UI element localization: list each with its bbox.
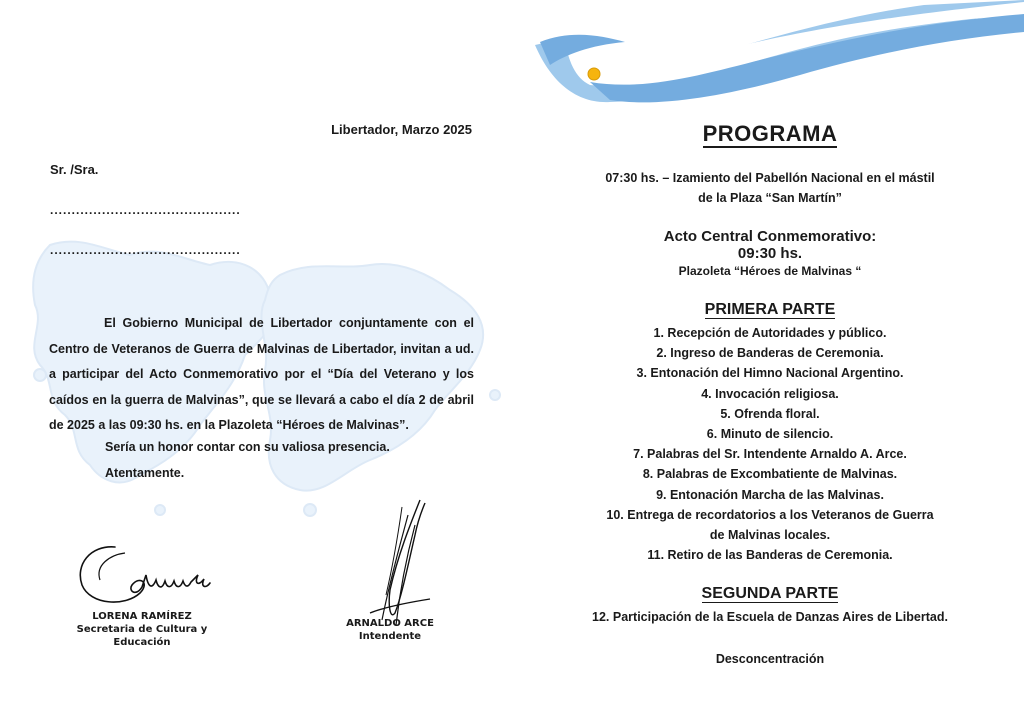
signature-block-mayor: [330, 617, 450, 643]
list-item: 11. Retiro de las Banderas de Ceremonia.: [647, 548, 893, 563]
closing-sentence: Sería un honor contar con su valiosa presencia.: [105, 440, 390, 454]
list-item: 4. Invocación religiosa.: [701, 386, 839, 401]
signature-arnaldo-arce: [360, 495, 440, 630]
part-one-list: [560, 323, 980, 565]
recipient-blank-line: ............................................: [50, 203, 241, 217]
list-item: 6. Minuto de silencio.: [706, 427, 834, 442]
part-two-heading-text: SEGUNDA PARTE: [701, 585, 839, 602]
signer-role: Educación: [113, 637, 171, 648]
sun-of-may-icon: [588, 68, 600, 80]
signer-role: Intendente: [358, 631, 422, 642]
list-item: 5. Ofrenda floral.: [720, 406, 820, 421]
signer-name: ARNALDO ARCE: [346, 618, 434, 629]
part-one-heading: [560, 301, 980, 319]
list-item: 2. Ingreso de Banderas de Ceremonia.: [656, 346, 884, 361]
signature-block-secretary: [62, 610, 222, 649]
program-title: [640, 121, 900, 147]
part-two-heading: [560, 585, 980, 603]
list-item: 3. Entonación del Himno Nacional Argentino.: [636, 366, 904, 381]
list-item: 9. Entonación Marcha de las Malvinas.: [656, 487, 884, 502]
part-two-item: 12. Participación de la Escuela de Danzas Aires de Libertad.: [592, 610, 948, 624]
flag-raising-line: 07:30 hs. – Izamiento del Pabellón Nacional en el mástil: [605, 171, 935, 185]
invitation-text: El Gobierno Municipal de Libertador conjuntamente con el Centro de Veteranos de Guerra de Malvinas de Libertador, invitan a ud. a participar del Acto Conmemorativo por el “Día del Veterano y los caídos en la guerra de Malvinas”, que se llevará a cabo el día 2 de abril de 2025 a las 09:30 hs. en la Plazoleta “Héroes de Malvinas”.: [49, 316, 474, 432]
flag-raising-entry: [560, 168, 980, 208]
signer-name: LORENA RAMÍREZ: [92, 611, 192, 622]
list-item: 7. Palabras del Sr. Intendente Arnaldo A. Arce.: [633, 447, 907, 462]
date-line: Libertador, Marzo 2025: [331, 122, 472, 137]
flag-raising-line: de la Plaza “San Martín”: [698, 191, 842, 205]
closing-salutation: Atentamente.: [105, 466, 185, 480]
closing-dispersal: Desconcentración: [715, 652, 825, 666]
part-one-heading-text: PRIMERA PARTE: [704, 301, 836, 318]
signer-role: Secretaria de Cultura y: [76, 624, 208, 635]
central-act-place: Plazoleta “Héroes de Malvinas “: [678, 264, 862, 278]
program-title-text: PROGRAMA: [702, 121, 838, 146]
list-item: 10. Entrega de recordatorios a los Veteranos de Guerra: [606, 507, 934, 522]
argentine-flag-ribbon: [530, 0, 1024, 110]
recipient-blank-line: ............................................: [50, 243, 241, 257]
list-item: 1. Recepción de Autoridades y público.: [653, 326, 887, 340]
central-act-title: Acto Central Conmemorativo:: [663, 228, 877, 245]
list-item: de Malvinas locales.: [709, 528, 831, 543]
signature-lorena-ramirez: [70, 535, 220, 615]
invitation-paragraph: [49, 311, 474, 439]
central-act-time: 09:30 hs.: [737, 245, 803, 262]
salutation: Sr. /Sra.: [50, 162, 99, 177]
list-item: 8. Palabras de Excombatiente de Malvinas.: [642, 467, 898, 482]
